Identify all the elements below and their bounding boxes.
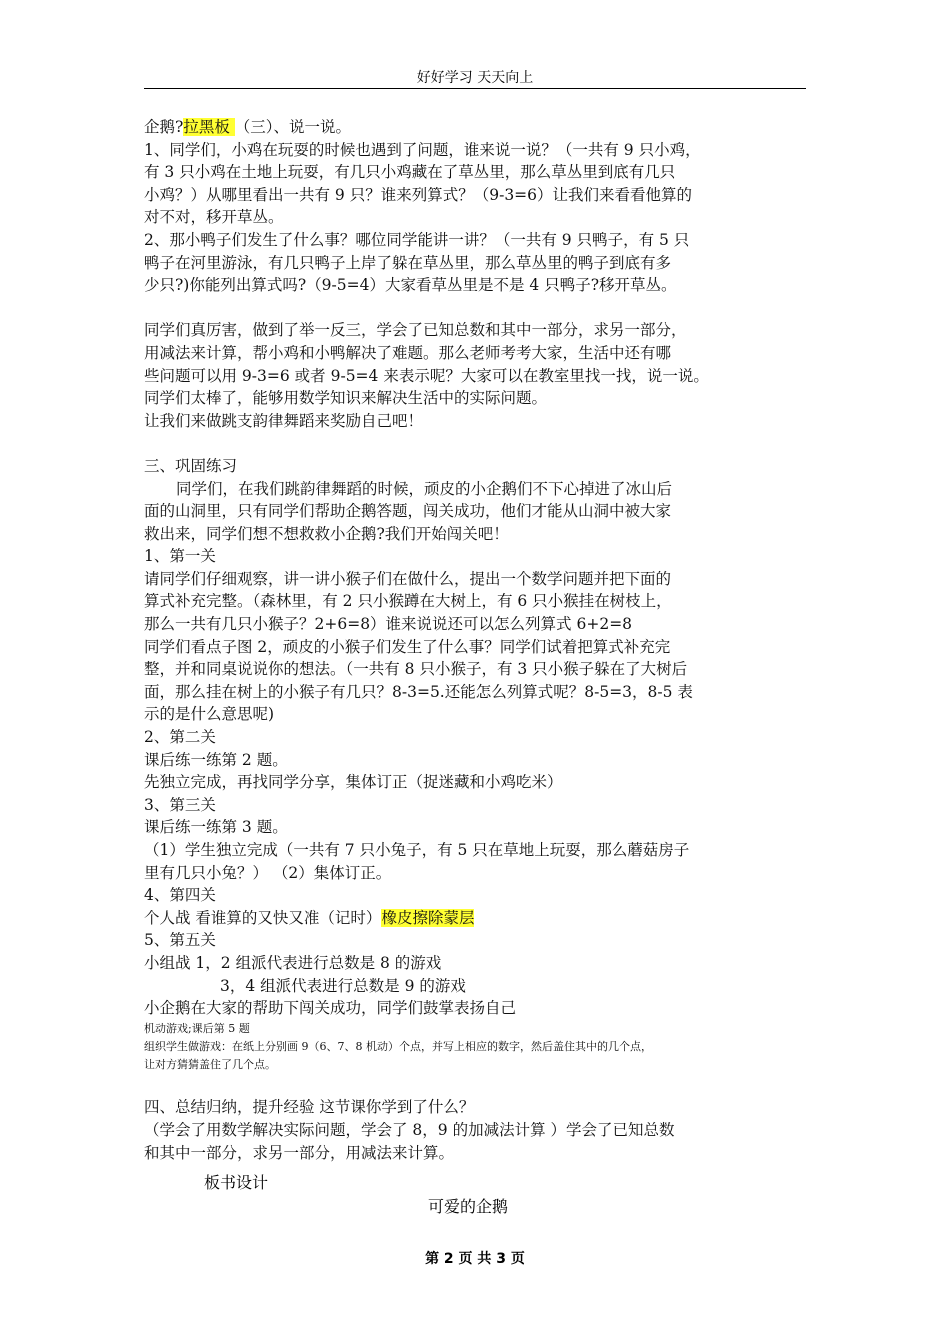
board-design-subtitle: 可爱的企鹅 (428, 1197, 509, 1216)
highlighted-text: 橡皮擦除蒙层 (381, 908, 475, 927)
text-line: 整，并和同桌说说你的想法。（一共有 8 只小猴子，有 3 只小猴子躲在了大树后 (144, 660, 688, 679)
text-line: 小企鹅在大家的帮助下闯关成功，同学们鼓掌表扬自己 (144, 999, 517, 1018)
text-line: 先独立完成，再找同学分享，集体订正（捉迷藏和小鸡吃米） (144, 773, 563, 792)
text-line: 算式补充完整。（森林里，有 2 只小猴蹲在大树上，有 6 只小猴挂在树枝上， (144, 592, 672, 611)
page-header: 好好学习 天天向上 (144, 68, 806, 89)
text-span: 企鹅? (144, 118, 184, 136)
small-text-line: 组织学生做游戏：在纸上分别画 9（6、7、8 机动）个点，并写上相应的数字，然后盖住其中的几个点， (144, 1039, 652, 1053)
document-body (144, 116, 810, 1164)
spacer (144, 297, 810, 320)
page-footer: 第 2 页 共 3 页 (425, 1251, 525, 1267)
text-line: 2、那小鸭子们发生了什么事？哪位同学能讲一讲？（一共有 9 只鸭子，有 5 只 (144, 230, 690, 249)
text-line: 面，那么挂在树上的小猴子有几只？8-3=5.还能怎么列算式呢？8-5=3，8-5 表 (144, 682, 693, 701)
small-text-line: 让对方猜猜盖住了几个点。 (144, 1057, 276, 1071)
text-line: 鸭子在河里游泳，有几只鸭子上岸了躲在草丛里，那么草丛里的鸭子到底有多 (144, 253, 672, 272)
text-line (144, 907, 810, 930)
text-line: （学会了用数学解决实际问题，学会了 8，9 的加减法计算 ）学会了已知总数 (144, 1120, 675, 1139)
text-line (144, 116, 810, 139)
text-line: 对不对，移开草丛。 (144, 208, 284, 227)
text-line: 些问题可以用 9-3=6 或者 9-5=4 来表示呢？大家可以在教室里找一找，说一说。 (144, 366, 709, 385)
text-line: 有 3 只小鸡在土地上玩耍，有几只小鸡藏在了草丛里，那么草丛里到底有几只 (144, 163, 676, 182)
text-line: 救出来，同学们想不想救救小企鹅?我们开始闯关吧！ (144, 524, 509, 543)
highlighted-text: 拉黑板 (183, 118, 235, 136)
small-note (144, 1020, 810, 1074)
text-line: 3、第三关 (144, 795, 216, 814)
text-line: 1、同学们，小鸡在玩耍的时候也遇到了问题，谁来说一说？（一共有 9 只小鸡， (144, 140, 701, 159)
text-line: 那么一共有几只小猴子？2+6=8）谁来说说还可以怎么列算式 6+2=8 (144, 615, 633, 634)
text-line: 同学们太棒了，能够用数学知识来解决生活中的实际问题。 (144, 389, 548, 408)
text-line: 用减法来计算，帮小鸡和小鸭解决了难题。那么老师考考大家，生活中还有哪 (144, 343, 672, 362)
board-design-title: 板书设计 (204, 1173, 269, 1192)
text-line: 5、第五关 (144, 931, 216, 950)
text-span: 个人战 看谁算的又快又准（记时） (144, 908, 382, 927)
text-line: 少只?)你能列出算式吗?（9-5=4）大家看草丛里是不是 4 只鸭子?移开草丛。 (144, 276, 677, 295)
spacer (144, 1074, 810, 1097)
text-line: 课后练一练第 3 题。 (144, 818, 288, 837)
text-line: 2、第二关 (144, 728, 216, 747)
section-heading: 三、巩固练习 (144, 456, 238, 475)
text-line: 4、第四关 (144, 886, 216, 905)
text-line: 请同学们仔细观察，讲一讲小猴子们在做什么，提出一个数学问题并把下面的 (144, 569, 672, 588)
text-line: 里有几只小兔？） （2）集体订正。 (144, 863, 392, 882)
text-line: 小鸡？）从哪里看出一共有 9 只？谁来列算式？（9-3=6）让我们来看看他算的 (144, 185, 693, 204)
section-heading: 四、总结归纳，提升经验 这节课你学到了什么？ (144, 1098, 475, 1117)
small-text-line: 机动游戏;课后第 5 题 (144, 1021, 250, 1035)
text-line: 同学们真厉害，做到了举一反三，学会了已知总数和其中一部分，求另一部分， (144, 321, 687, 340)
spacer (144, 432, 810, 455)
text-line: 让我们来做跳支韵律舞蹈来奖励自己吧！ (144, 411, 424, 430)
text-span: （三）、说一说。 (234, 118, 352, 136)
text-line: 和其中一部分，求另一部分，用减法来计算。 (144, 1143, 455, 1162)
text-line: 小组战 1，2 组派代表进行总数是 8 的游戏 (144, 953, 442, 972)
text-line: 课后练一练第 2 题。 (144, 750, 288, 769)
text-line: 3，4 组派代表进行总数是 9 的游戏 (220, 976, 466, 995)
text-line: 同学们看点子图 2，顽皮的小猴子们发生了什么事？同学们试着把算式补充完 (144, 637, 671, 656)
text-line: 同学们，在我们跳韵律舞蹈的时候，顽皮的小企鹅们不下心掉进了冰山后 (176, 479, 673, 498)
text-line: 示的是什么意思呢) (144, 705, 275, 724)
text-line: 1、第一关 (144, 547, 216, 566)
text-line: 面的山洞里，只有同学们帮助企鹅答题，闯关成功，他们才能从山洞中被大家 (144, 502, 672, 521)
text-line: （1）学生独立完成（一共有 7 只小兔子，有 5 只在草地上玩耍，那么蘑菇房子 (144, 841, 690, 859)
